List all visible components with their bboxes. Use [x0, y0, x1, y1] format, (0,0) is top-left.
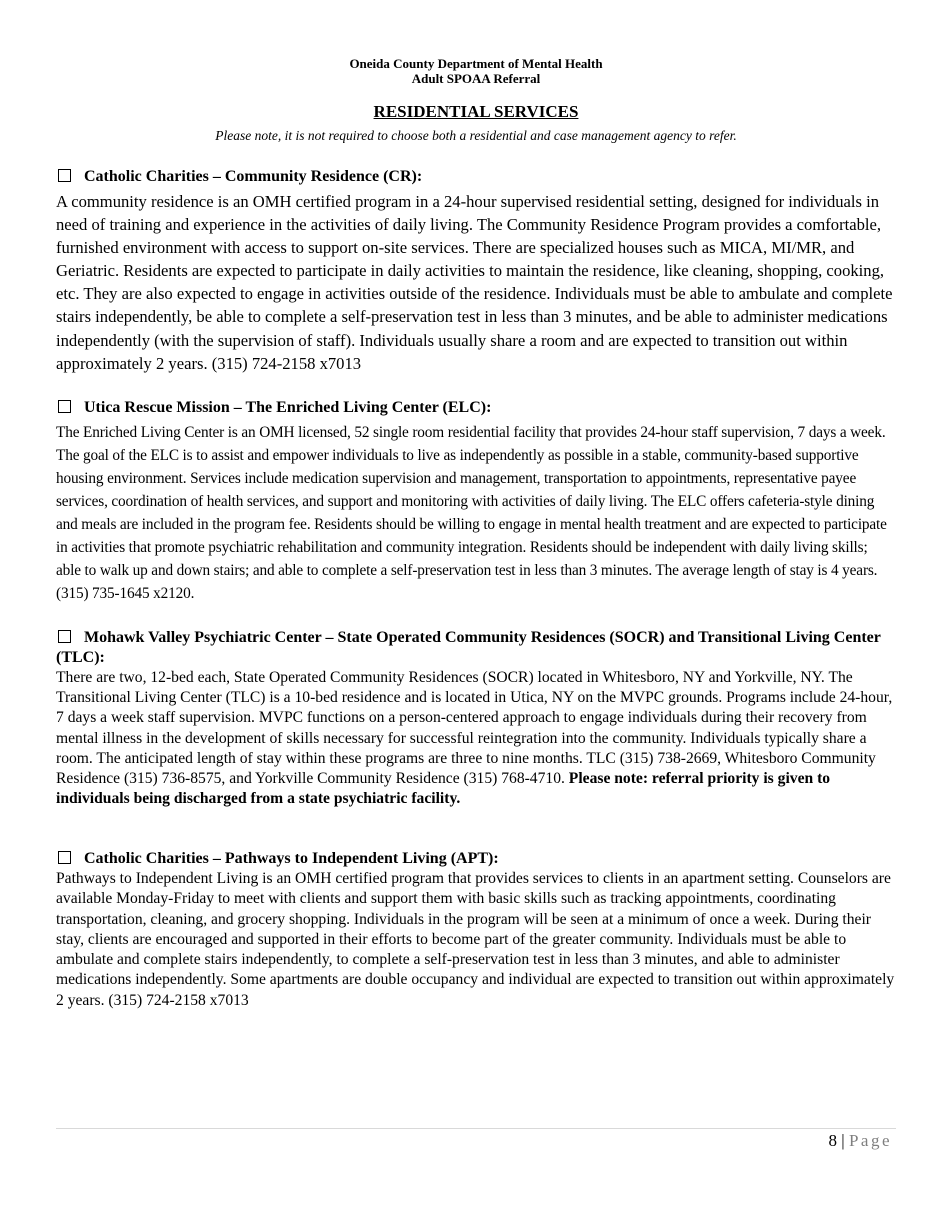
select-checkbox[interactable]: [58, 851, 71, 864]
page-number: 8: [828, 1131, 838, 1150]
program-description: [56, 668, 896, 809]
program-heading: [56, 167, 896, 187]
program-description: The Enriched Living Center is an OMH licensed, 52 single room residential facility that provides 24-hour staff supervision, 7 days a week. The goal of the ELC is to assist and empower individuals to live as independently as possible in a stable, community-based supportive housing environment. Services include medication supervision and management, transportation to appointments, representative payee services, coordination of health services, and support and monitoring with activities of daily living. The ELC offers cafeteria-style dining and meals are included in the program fee. Residents should be willing to engage in mental health treatment and are expected to participate in activities that promote psychiatric rehabilitation and community integration. Residents should be independent with daily living skills; able to walk up and down stairs; and able to complete a self-preservation test in less than 3 minutes. The average length of stay is 4 years. (315) 735-1645 x2120.: [56, 424, 887, 602]
footer-separator: |: [841, 1131, 845, 1150]
referral-priority-note: Please note: referral priority is given to individuals being discharged from a state psychiatric facility.: [56, 770, 831, 808]
program-heading: [56, 849, 896, 869]
form-name: Adult SPOAA Referral: [411, 71, 541, 86]
program-description-text: There are two, 12-bed each, State Operated Community Residences (SOCR) located in Whitesboro, NY and Yorkville, NY. The Transitional Living Center (TLC) is a 10-bed residence and is located in Utica, NY on the MVPC grounds. Programs include 24-hour, 7 days a week staff supervision. MVPC functions on a person-centered approach to engage individuals during their recovery from mental illness in the development of skills necessary for successful reintegration into the community. Individuals typically share a room. The anticipated length of stay within these programs are three to nine months. TLC (315) 738-2669, Whitesboro Community Residence (315) 736-8575, and Yorkville Community Residence (315) 768-4710.: [56, 669, 893, 788]
section-title: RESIDENTIAL SERVICES: [373, 102, 579, 121]
page-footer: [829, 1131, 892, 1151]
program-heading: [56, 628, 896, 668]
program-description: A community residence is an OMH certified program in a 24-hour supervised residential setting, designed for individuals in need of training and experience in the activities of daily living. The Community Residence Program provides a comfortable, furnished environment with access to support on-site services. There are specialized houses such as MICA, MI/MR, and Geriatric. Residents are expected to participate in daily activities to maintain the residence, like cleaning, shopping, cooking, etc. They are also expected to engage in activities outside of the residence. Individuals must be able to ambulate and complete stairs independently, be able to complete a self-preservation test in less than 3 minutes, and be able to administer medications independently (with the supervision of staff). Individuals usually share a room and are expected to transition out within approximately 2 years. (315) 724-2158 x7013: [56, 192, 893, 373]
program-title: Mohawk Valley Psychiatric Center – State Operated Community Residences (SOCR) and Transitional Living Center (TLC):: [56, 629, 881, 666]
program-pathways-independent-living: [56, 849, 896, 1011]
select-checkbox[interactable]: [58, 400, 71, 413]
select-checkbox[interactable]: [58, 169, 71, 182]
footer-divider: [56, 1128, 896, 1129]
program-title: Catholic Charities – Community Residence (CR):: [84, 168, 423, 185]
program-title: Catholic Charities – Pathways to Independent Living (APT):: [84, 850, 499, 867]
program-socr-tlc: [56, 628, 896, 809]
document-header: [56, 56, 896, 86]
program-description: Pathways to Independent Living is an OMH certified program that provides services to clients in an apartment setting. Counselors are available Monday-Friday to meet with clients and support them with basic skills such as tracking appointments, coordinating transportation, cleaning, and grocery shopping. Individuals in the program will be seen at a minimum of once a week. During their stay, clients are encouraged and supported in their efforts to become part of the greater community. Individuals must be able to ambulate and complete stairs independently, to complete a self-preservation test in less than 3 minutes, and able to administer medications independently. Some apartments are double occupancy and individual are expected to transition out within approximately 2 years. (315) 724-2158 x7013: [56, 870, 895, 1009]
select-checkbox[interactable]: [58, 630, 71, 643]
page-label: Page: [848, 1131, 892, 1150]
program-community-residence: [56, 167, 896, 375]
section-note: Please note, it is not required to choose both a residential and case management agency to refer.: [215, 128, 737, 143]
program-heading: [56, 398, 896, 418]
program-title: Utica Rescue Mission – The Enriched Living Center (ELC):: [84, 399, 492, 416]
organization-name: Oneida County Department of Mental Health: [349, 56, 603, 71]
program-enriched-living-center: [56, 398, 896, 605]
